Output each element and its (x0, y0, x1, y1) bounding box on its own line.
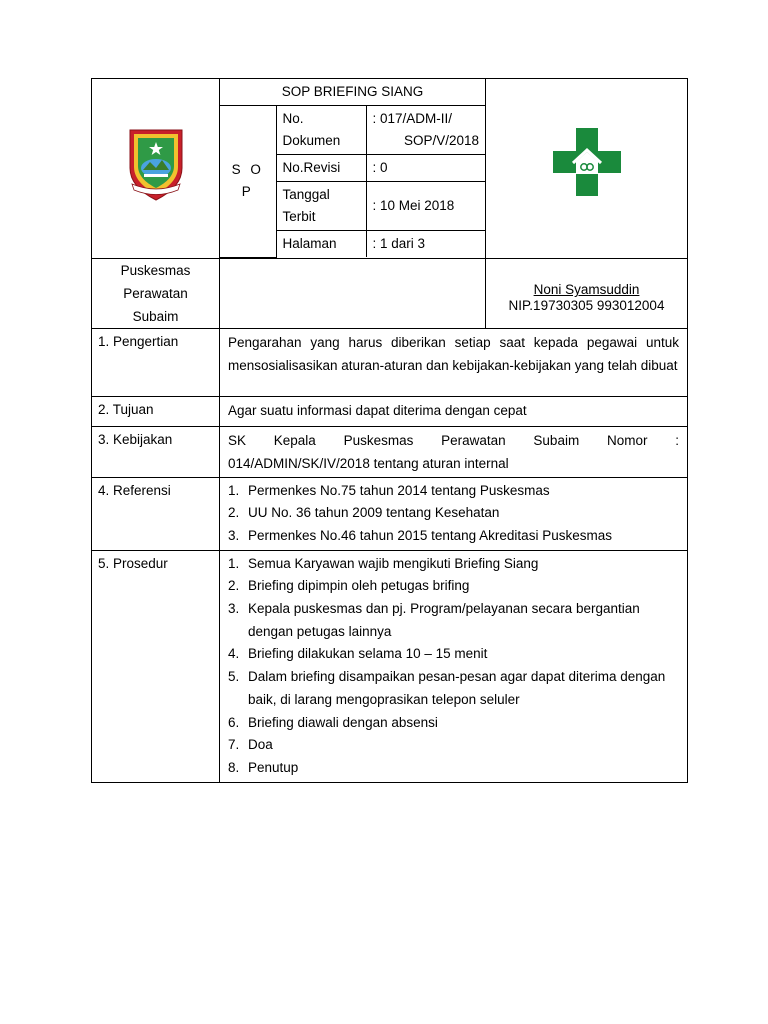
puskesmas-logo-icon (547, 122, 627, 202)
section-label: 1. Pengertian (92, 328, 220, 396)
issue-date-value: : 10 Mei 2018 (366, 182, 485, 231)
list-item: 3. Kepala puskesmas dan pj. Program/pelayanan secara bergantian dengan petugas lainnya (228, 601, 640, 639)
section-text: SK Kepala Puskesmas Perawatan Subaim Nomor : 014/ADMIN/SK/IV/2018 tentang aturan internal (220, 426, 688, 477)
header-row (92, 79, 688, 259)
org-name-line2: Perawatan (123, 285, 188, 301)
doc-number-label-line1: No. (282, 111, 304, 126)
page-value: : 1 dari 3 (366, 231, 485, 258)
section-text: Agar suatu informasi dapat diterima dengan cepat (220, 396, 688, 426)
signatory-name: Noni Syamsuddin (533, 282, 640, 297)
list-item: 5. Dalam briefing disampaikan pesan-pesan agar dapat diterima dengan baik, di larang mengoprasikan telepon seluler (228, 669, 666, 707)
section-list-cell (220, 477, 688, 550)
issue-date-label (276, 182, 366, 231)
referensi-list (228, 480, 679, 548)
regency-logo-cell (92, 79, 220, 259)
sop-title: SOP BRIEFING SIANG (220, 79, 485, 106)
issue-date-label-line1: Tanggal (282, 187, 330, 202)
section-referensi (92, 477, 688, 550)
signatory-nip: NIP.19730305 993012004 (508, 298, 665, 313)
list-item: 7. Doa (228, 737, 273, 753)
revision-value: : 0 (366, 155, 485, 182)
section-tujuan (92, 396, 688, 426)
org-row (92, 258, 688, 328)
org-blank-cell (220, 258, 486, 328)
document-info-cell (220, 79, 486, 259)
section-pengertian (92, 328, 688, 396)
doc-number-value-line1: : 017/ADM-II/ (372, 111, 453, 126)
list-item: 1. Permenkes No.75 tahun 2014 tentang Puskesmas (228, 482, 550, 498)
list-item: 2. UU No. 36 tahun 2009 tentang Kesehatan (228, 505, 500, 521)
section-prosedur (92, 550, 688, 782)
sop-table (91, 78, 688, 783)
section-label: 2. Tujuan (92, 396, 220, 426)
list-item: 8. Penutup (228, 759, 299, 775)
page-label: Halaman (276, 231, 366, 258)
list-item: 4. Briefing dilakukan selama 10 – 15 menit (228, 646, 488, 662)
org-name-line3: Subaim (132, 308, 179, 324)
section-label: 3. Kebijakan (92, 426, 220, 477)
org-name-line1: Puskesmas (120, 262, 191, 278)
doc-number-value-line2: SOP/V/2018 (403, 133, 479, 148)
list-item: 2. Briefing dipimpin oleh petugas brifing (228, 578, 470, 594)
doc-number-value (366, 106, 485, 155)
list-item: 1. Semua Karyawan wajib mengikuti Briefing Siang (228, 555, 539, 571)
signatory-cell (486, 258, 688, 328)
document-info-table (220, 79, 485, 258)
issue-date-label-line2: Terbit (282, 209, 316, 224)
section-label: 5. Prosedur (92, 550, 220, 782)
section-text: Pengarahan yang harus diberikan setiap saat kepada pegawai untuk mensosialisasikan aturan-aturan dan kebijakan-kebijakan yang telah dibuat (220, 328, 688, 396)
regency-emblem-icon (116, 122, 196, 202)
section-label: 4. Referensi (92, 477, 220, 550)
revision-label: No.Revisi (276, 155, 366, 182)
doc-number-label (276, 106, 366, 155)
org-name-cell (92, 258, 220, 328)
puskesmas-logo-cell (486, 79, 688, 259)
list-item: 6. Briefing diawali dengan absensi (228, 714, 438, 730)
doc-number-label-line2: Dokumen (282, 133, 341, 148)
section-kebijakan (92, 426, 688, 477)
section-list-cell (220, 550, 688, 782)
list-item: 3. Permenkes No.46 tahun 2015 tentang Akreditasi Puskesmas (228, 527, 612, 543)
sop-label: S O P (220, 106, 276, 258)
prosedur-list (228, 553, 679, 780)
